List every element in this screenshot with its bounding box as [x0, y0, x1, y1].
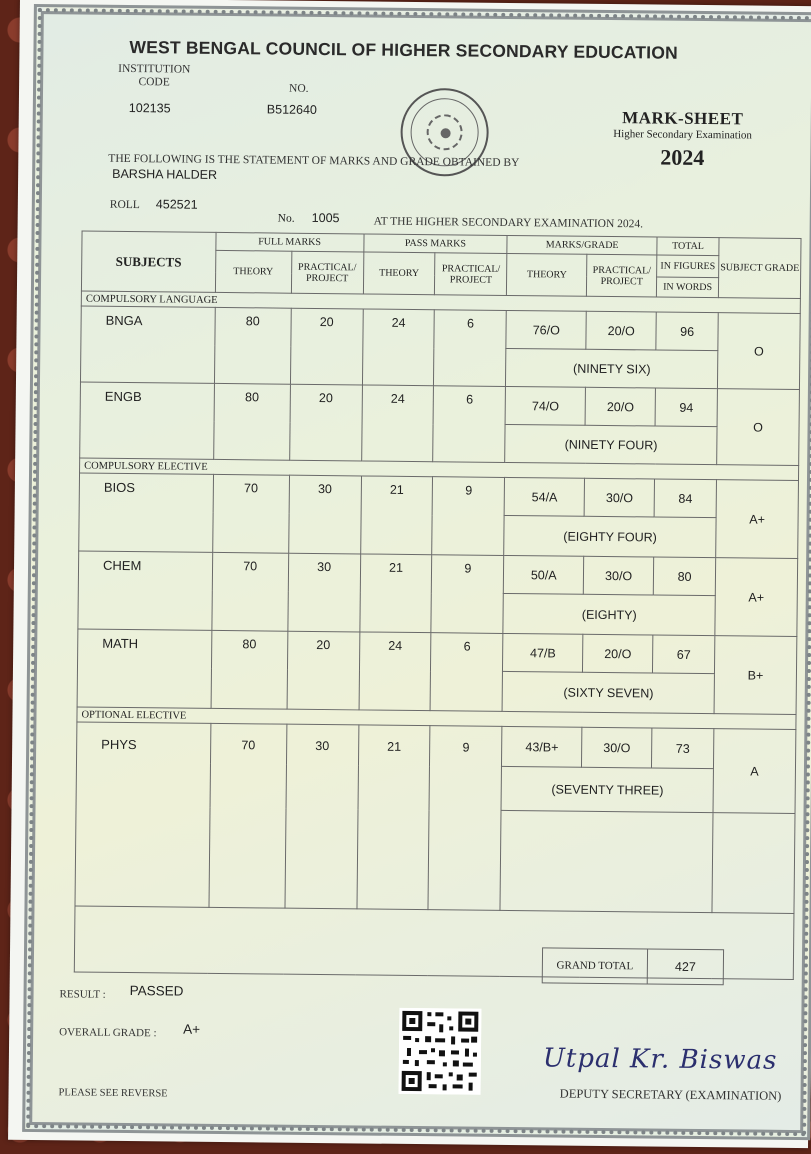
institution-code-label: INSTITUTION CODE	[118, 62, 191, 89]
serial-no-label: NO.	[289, 82, 309, 95]
subject-grade: A+	[716, 480, 799, 559]
grand-total-box	[542, 947, 724, 985]
signatory-title: DEPUTY SECRETARY (EXAMINATION)	[559, 1086, 782, 1103]
grand-total-value: 427	[674, 959, 696, 974]
marksheet-heading	[602, 108, 763, 172]
section-label: COMPULSORY LANGUAGE	[81, 291, 800, 314]
section-label: OPTIONAL ELECTIVE	[77, 707, 796, 730]
total-words: (SEVENTY THREE)	[501, 766, 713, 812]
marks-theory: 54/A	[504, 477, 584, 516]
subject-grade: A	[713, 729, 796, 814]
subject-grade: A+	[715, 558, 798, 637]
header-full-theory: THEORY	[215, 250, 291, 293]
subject-name: BIOS	[79, 473, 214, 552]
total-figures: 67	[653, 635, 715, 674]
header-in-figures: IN FIGURES	[657, 255, 719, 278]
header-pass-marks: PASS MARKS	[363, 234, 507, 254]
pass-theory: 24	[362, 309, 435, 386]
header-marks-grade: MARKS/GRADE	[507, 235, 657, 255]
total-words: (NINETY FOUR)	[505, 424, 717, 464]
statement-intro: THE FOLLOWING IS THE STATEMENT OF MARKS AND GRADE OBTAINED BY	[108, 152, 520, 170]
header-subject-grade: SUBJECT GRADE	[718, 238, 801, 299]
total-words: (EIGHTY)	[503, 593, 715, 635]
marks-theory: 74/O	[505, 386, 585, 425]
subject-name: PHYS	[75, 722, 211, 907]
pass-practical: 9	[432, 477, 505, 556]
full-theory: 70	[212, 474, 289, 553]
roll-no-value: 1005	[311, 210, 340, 226]
full-practical: 30	[287, 553, 360, 632]
full-theory: 80	[211, 630, 288, 709]
table-row	[77, 629, 796, 675]
marks-practical: 30/O	[584, 478, 654, 517]
full-practical: 30	[285, 724, 359, 909]
pass-practical: 6	[434, 310, 507, 387]
table-row	[77, 722, 796, 770]
roll-value: 452521	[155, 197, 198, 212]
marks-practical: 20/O	[586, 311, 656, 350]
institution-code-value: 102135	[128, 100, 171, 116]
qr-code-icon	[399, 1008, 482, 1095]
full-practical: 20	[289, 384, 362, 461]
student-name: BARSHA HALDER	[112, 166, 218, 182]
total-figures: 96	[656, 312, 718, 351]
full-theory: 70	[212, 552, 289, 631]
header-pass-theory: THEORY	[363, 252, 435, 295]
subject-grade: B+	[714, 636, 797, 715]
table-row	[81, 306, 800, 352]
header-full-marks: FULL MARKS	[216, 232, 364, 252]
marks-theory: 50/A	[504, 555, 584, 594]
subject-name: MATH	[77, 629, 212, 708]
overall-grade-value: A+	[183, 1021, 201, 1037]
marksheet-frame	[22, 4, 811, 1140]
full-theory: 70	[209, 723, 287, 908]
full-theory: 80	[214, 307, 291, 384]
pass-practical: 9	[431, 555, 504, 634]
roll-no-label: No.	[277, 212, 295, 225]
full-theory: 80	[213, 383, 290, 460]
table-row	[78, 551, 797, 597]
header-marks-practical: PRACTICAL/ PROJECT	[587, 254, 657, 297]
pass-theory: 24	[361, 385, 434, 462]
pass-theory: 21	[357, 725, 431, 910]
footer-note: PLEASE SEE REVERSE	[58, 1087, 168, 1100]
subject-name: BNGA	[80, 306, 215, 383]
total-figures: 80	[653, 557, 715, 596]
exam-name: Higher Secondary Examination	[613, 128, 753, 142]
marks-practical: 30/O	[582, 727, 652, 768]
full-practical: 30	[288, 475, 361, 554]
subject-name: CHEM	[78, 551, 213, 630]
exam-line: AT THE HIGHER SECONDARY EXAMINATION 2024.	[373, 215, 644, 231]
grand-total-label: GRAND TOTAL	[543, 948, 648, 983]
header-total: TOTAL	[657, 237, 719, 256]
roll-label: ROLL	[109, 198, 140, 212]
signature: Utpal Kr. Biswas	[542, 1043, 778, 1076]
total-words: (EIGHTY FOUR)	[504, 515, 716, 557]
subject-name: ENGB	[80, 382, 215, 459]
marksheet-paper	[8, 0, 811, 1148]
result-value: PASSED	[129, 983, 184, 999]
total-words: (NINETY SIX)	[506, 348, 718, 388]
pass-practical: 6	[430, 633, 503, 712]
table-row	[79, 473, 798, 519]
empty-cell	[712, 813, 795, 914]
pass-theory: 21	[359, 554, 432, 633]
section-label: COMPULSORY ELECTIVE	[80, 458, 799, 481]
subject-grade: O	[717, 389, 800, 466]
serial-no-value: B512640	[266, 102, 317, 117]
total-figures: 94	[655, 388, 717, 427]
header-pass-practical: PRACTICAL/ PROJECT	[435, 253, 507, 296]
marks-theory: 43/B+	[502, 726, 582, 767]
marks-theory: 47/B	[503, 633, 583, 672]
full-practical: 20	[287, 631, 360, 710]
marks-table	[74, 231, 802, 980]
exam-year: 2024	[660, 144, 705, 171]
empty-cell	[500, 810, 713, 912]
header-marks-theory: THEORY	[507, 253, 587, 296]
full-practical: 20	[290, 308, 363, 385]
marksheet-title: MARK-SHEET	[622, 108, 744, 129]
total-figures: 73	[652, 728, 714, 769]
pass-theory: 24	[359, 632, 432, 711]
header-in-words: IN WORDS	[657, 277, 719, 298]
table-row	[80, 382, 799, 428]
overall-grade-label: OVERALL GRADE :	[59, 1026, 157, 1040]
pass-practical: 9	[428, 726, 502, 911]
total-figures: 84	[654, 479, 716, 518]
marks-theory: 76/O	[506, 310, 586, 349]
marks-practical: 20/O	[585, 387, 655, 426]
result-label: RESULT :	[59, 988, 106, 1001]
council-title: WEST BENGAL COUNCIL OF HIGHER SECONDARY EDUCATION	[129, 36, 679, 63]
subject-grade: O	[718, 313, 801, 390]
header-subjects: SUBJECTS	[81, 231, 215, 292]
marks-practical: 20/O	[583, 634, 653, 673]
total-words: (SIXTY SEVEN)	[502, 671, 714, 713]
marks-practical: 30/O	[583, 556, 653, 595]
header-full-practical: PRACTICAL/ PROJECT	[291, 251, 363, 294]
pass-practical: 6	[433, 386, 506, 463]
pass-theory: 21	[360, 476, 433, 555]
